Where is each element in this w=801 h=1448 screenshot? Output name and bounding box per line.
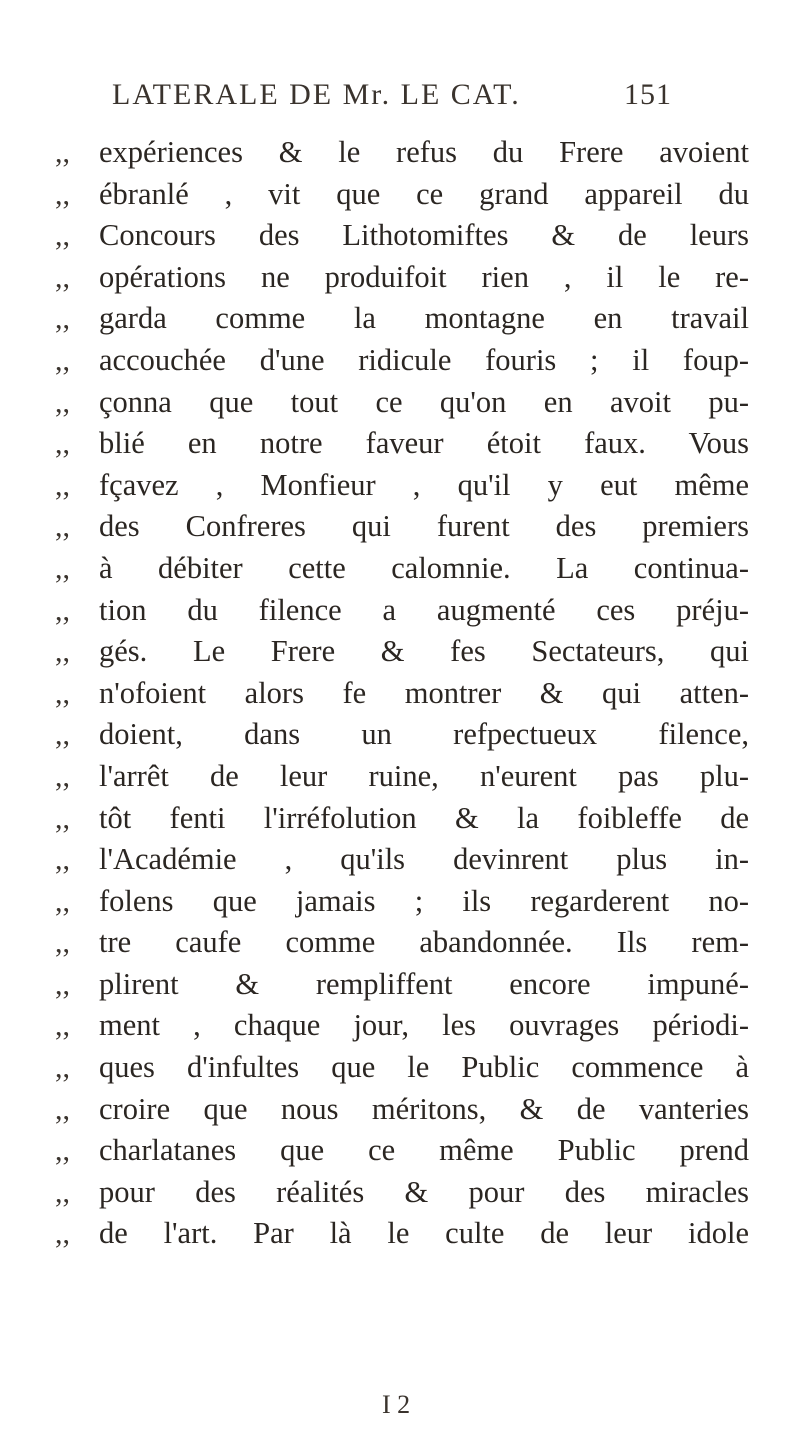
text-line [55, 382, 755, 424]
line-text: charlatanes que ce même Public prend [99, 1133, 749, 1168]
line-text: fçavez , Monfieur , qu'il y eut même [99, 467, 749, 502]
line-text: de l'art. Par là le culte de leur idole [99, 1216, 749, 1251]
text-line [55, 756, 755, 798]
text-line [55, 1047, 755, 1089]
quote-mark: ,, [55, 468, 70, 502]
text-line [55, 132, 755, 174]
quote-mark: ,, [55, 1051, 70, 1085]
quote-mark: ,, [55, 177, 70, 211]
quote-mark: ,, [55, 1217, 70, 1251]
quote-mark: ,, [55, 1092, 70, 1126]
line-text: doient, dans un refpectueux filence, [99, 717, 749, 752]
quote-mark: ,, [55, 759, 70, 793]
text-line [55, 1172, 755, 1214]
text-line [55, 1089, 755, 1131]
text-line [55, 298, 755, 340]
quote-mark: ,, [55, 219, 70, 253]
quote-mark: ,, [55, 884, 70, 918]
text-line [55, 1005, 755, 1047]
line-text: n'ofoient alors fe montrer & qui atten- [99, 675, 749, 710]
line-text: ébranlé , vit que ce grand appareil du [99, 176, 749, 211]
quote-mark: ,, [55, 843, 70, 877]
signature-mark: I 2 [382, 1390, 411, 1419]
line-text: à débiter cette calomnie. La continua- [99, 550, 749, 585]
quote-mark: ,, [55, 302, 70, 336]
quote-mark: ,, [55, 260, 70, 294]
quote-mark: ,, [55, 427, 70, 461]
body-text [55, 132, 755, 1255]
text-line [55, 257, 755, 299]
text-line [55, 1130, 755, 1172]
line-text: tre caufe comme abandonnée. Ils rem- [99, 925, 749, 960]
quote-mark: ,, [55, 1175, 70, 1209]
text-line [55, 174, 755, 216]
line-text: çonna que tout ce qu'on en avoit pu- [99, 384, 749, 419]
text-line [55, 215, 755, 257]
line-text: ques d'infultes que le Public commence à [99, 1050, 749, 1085]
line-text: tôt fenti l'irréfolution & la foibleffe de [99, 800, 749, 835]
quote-mark: ,, [55, 718, 70, 752]
text-line [55, 673, 755, 715]
line-text: ment , chaque jour, les ouvrages périodi- [99, 1008, 749, 1043]
quote-mark: ,, [55, 635, 70, 669]
text-line [55, 798, 755, 840]
line-text: garda comme la montagne en travail [99, 301, 749, 336]
line-text: plirent & rempliffent encore impuné- [99, 966, 749, 1001]
text-line [55, 465, 755, 507]
text-line [55, 1213, 755, 1255]
quote-mark: ,, [55, 967, 70, 1001]
quote-mark: ,, [55, 593, 70, 627]
line-text: tion du filence a augmenté ces préju- [99, 592, 749, 627]
text-line [55, 423, 755, 465]
line-text: croire que nous méritons, & de vanteries [99, 1091, 749, 1126]
line-text: opérations ne produifoit rien , il le re- [99, 259, 749, 294]
quote-mark: ,, [55, 343, 70, 377]
quote-mark: ,, [55, 1009, 70, 1043]
text-line [55, 340, 755, 382]
quote-mark: ,, [55, 385, 70, 419]
text-line [55, 590, 755, 632]
text-line [55, 964, 755, 1006]
text-line [55, 714, 755, 756]
line-text: accouchée d'une ridicule fouris ; il foup- [99, 342, 749, 377]
text-line [55, 881, 755, 923]
line-text: Concours des Lithotomiftes & de leurs [99, 218, 749, 253]
line-text: des Confreres qui furent des premiers [99, 509, 749, 544]
line-text: l'arrêt de leur ruine, n'eurent pas plu- [99, 758, 749, 793]
line-text: gés. Le Frere & fes Sectateurs, qui [99, 634, 749, 669]
page-number: 151 [624, 78, 672, 111]
line-text: expériences & le refus du Frere avoient [99, 135, 749, 169]
line-text: pour des réalités & pour des miracles [99, 1174, 749, 1209]
quote-mark: ,, [55, 801, 70, 835]
quote-mark: ,, [55, 136, 70, 169]
line-text: folens que jamais ; ils regarderent no- [99, 883, 749, 918]
line-text: l'Académie , qu'ils devinrent plus in- [99, 842, 749, 877]
quote-mark: ,, [55, 676, 70, 710]
text-line [55, 922, 755, 964]
running-head [112, 78, 672, 118]
quote-mark: ,, [55, 926, 70, 960]
text-line [55, 506, 755, 548]
quote-mark: ,, [55, 510, 70, 544]
text-line [55, 548, 755, 590]
text-line [55, 631, 755, 673]
running-title: LATERALE DE Mr. LE CAT. [112, 78, 521, 111]
quote-mark: ,, [55, 1134, 70, 1168]
line-text: blié en notre faveur étoit faux. Vous [99, 426, 749, 461]
quote-mark: ,, [55, 551, 70, 585]
text-line [55, 839, 755, 881]
